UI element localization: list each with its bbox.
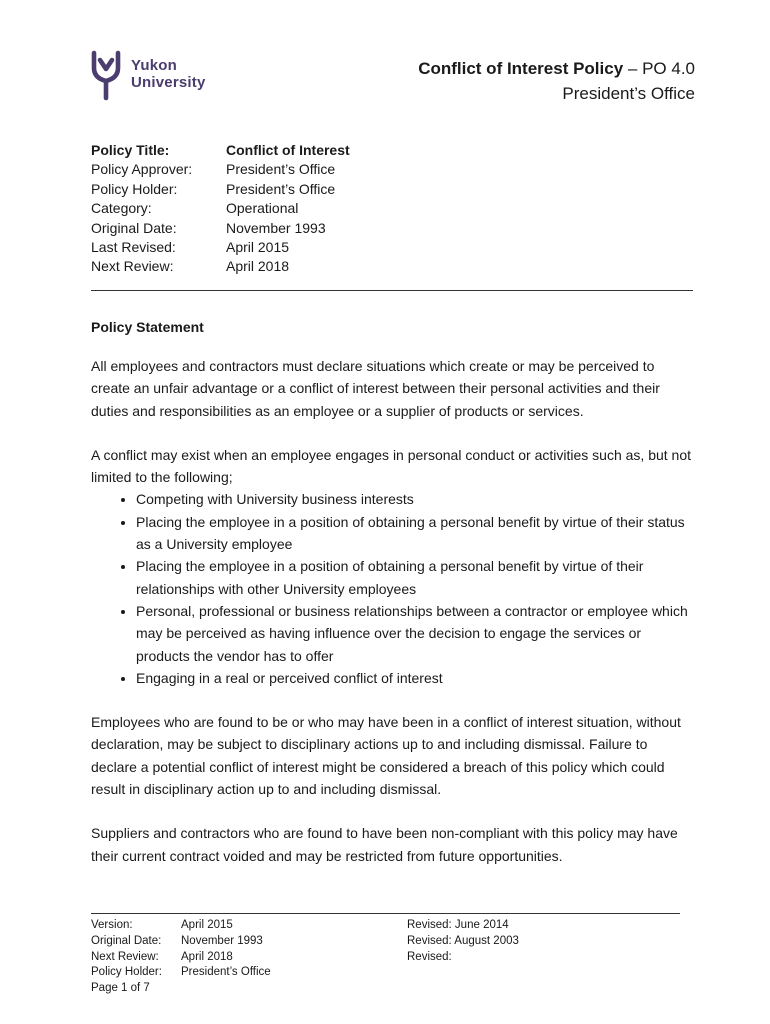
logo-line-1: Yukon bbox=[131, 57, 178, 74]
document-subtitle: President’s Office bbox=[562, 84, 695, 103]
list-item: • Placing the employee in a position of obtaining a personal benefit by virtue of their status as a University employee bbox=[136, 511, 696, 556]
footer-value: April 2015 bbox=[181, 919, 233, 931]
meta-row bbox=[91, 141, 350, 160]
footer-value: November 1993 bbox=[181, 934, 263, 947]
footer-value: President’s Office bbox=[181, 966, 271, 979]
list-item: • Personal, professional or business relationships between a contractor or employee which may be perceived as having influence over the decision to engage the services or products the vendor has to offer bbox=[136, 600, 696, 667]
meta-row bbox=[91, 257, 350, 276]
meta-value: Conflict of Interest bbox=[226, 142, 350, 158]
meta-value: President’s Office bbox=[226, 161, 336, 178]
meta-label: Last Revised: bbox=[91, 239, 176, 256]
footer-row bbox=[91, 950, 519, 966]
document-header bbox=[418, 56, 695, 106]
policy-metadata bbox=[91, 141, 350, 277]
meta-row bbox=[91, 238, 350, 257]
footer-row bbox=[91, 934, 519, 950]
footer-label: Version: bbox=[91, 919, 133, 931]
meta-label: Policy Holder: bbox=[91, 180, 178, 197]
meta-value: April 2018 bbox=[226, 258, 290, 275]
footer-row bbox=[91, 965, 519, 981]
list-item: • Competing with University business interests bbox=[136, 488, 696, 510]
document-title-code: – PO 4.0 bbox=[623, 59, 695, 78]
meta-value: President’s Office bbox=[226, 180, 336, 197]
meta-row bbox=[91, 160, 350, 179]
paragraph-3: Employees who are found to be or who may have been in a conflict of interest situation, without declaration, may be subject to disciplinary actions up to and including dismissal. Failure to declare a potential conflict of interest might be considered a breach of this policy which could result in disciplinary action up to and including dismissal. bbox=[91, 714, 681, 798]
logo-line-2: University bbox=[131, 74, 206, 91]
paragraph-2: A conflict may exist when an employee engages in personal conduct or activities such as, but not limited to the following; bbox=[91, 446, 692, 486]
footer-value: April 2018 bbox=[181, 950, 233, 963]
footer-revised: Revised: August 2003 bbox=[407, 934, 519, 947]
meta-value: April 2015 bbox=[226, 239, 290, 256]
meta-value: Operational bbox=[226, 200, 299, 217]
yukon-university-logo bbox=[90, 48, 214, 102]
yukon-university-logo-icon bbox=[90, 48, 126, 102]
list-item: • Placing the employee in a position of obtaining a personal benefit by virtue of their relationships with other University employees bbox=[136, 555, 696, 600]
paragraph-4: Suppliers and contractors who are found to have been non-compliant with this policy may have their current contract voided and may be restricted from future opportunities. bbox=[91, 825, 678, 864]
meta-value: November 1993 bbox=[226, 219, 326, 236]
page-footer bbox=[91, 918, 519, 997]
meta-label: Policy Approver: bbox=[91, 161, 193, 178]
meta-label: Category: bbox=[91, 200, 152, 217]
meta-label: Original Date: bbox=[91, 219, 177, 236]
page-number: Page 1 of 7 bbox=[91, 982, 150, 995]
meta-row bbox=[91, 219, 350, 238]
section-heading: Policy Statement bbox=[91, 319, 204, 335]
conflict-list bbox=[91, 488, 696, 689]
footer-divider bbox=[91, 913, 680, 914]
meta-label: Next Review: bbox=[91, 258, 174, 275]
footer-label: Next Review: bbox=[91, 950, 159, 963]
footer-label: Policy Holder: bbox=[91, 966, 162, 979]
logo-wordmark bbox=[131, 57, 206, 91]
meta-row bbox=[91, 199, 350, 218]
document-title bbox=[418, 56, 695, 81]
list-item: • Engaging in a real or perceived conflict of interest bbox=[136, 667, 696, 689]
footer-label: Original Date: bbox=[91, 934, 162, 947]
meta-label: Policy Title: bbox=[91, 142, 170, 158]
paragraph-1: All employees and contractors must declare situations which create or may be perceived to create an unfair advantage or a conflict of interest between their personal activities and their duties and responsibilities as an employee or a supplier of products or services. bbox=[91, 358, 660, 419]
header-divider bbox=[91, 290, 693, 291]
document-title-bold: Conflict of Interest Policy bbox=[418, 59, 624, 78]
meta-row bbox=[91, 180, 350, 199]
footer-revised: Revised: bbox=[407, 950, 452, 963]
footer-row bbox=[91, 918, 519, 934]
policy-body bbox=[91, 316, 696, 889]
footer-revised: Revised: June 2014 bbox=[407, 919, 509, 931]
